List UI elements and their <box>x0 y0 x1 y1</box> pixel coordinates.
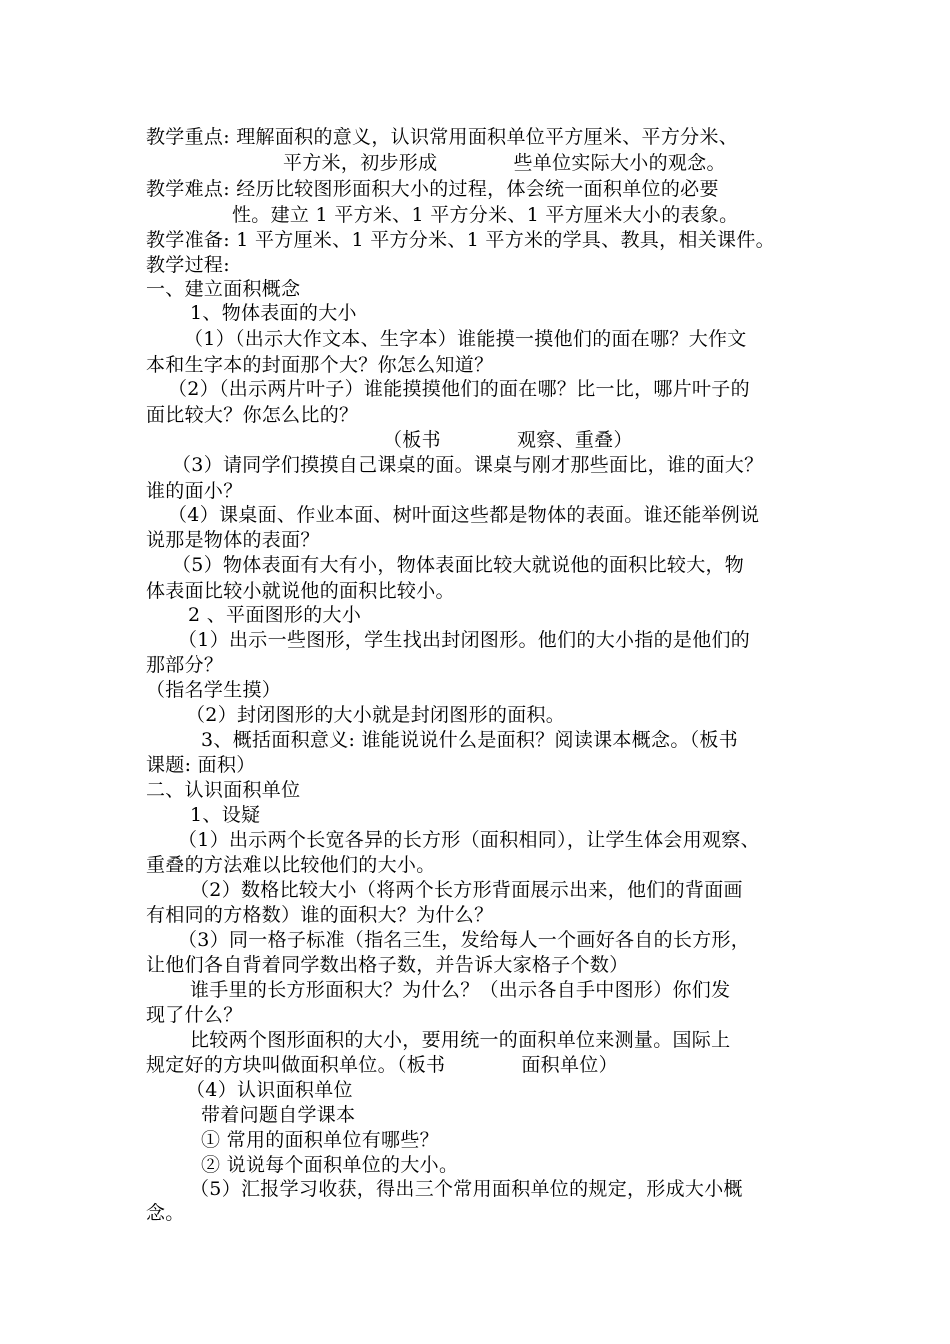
paragraph-line: （2）（出示两片叶子）谁能摸摸他们的面在哪？比一比，哪片叶子的 <box>168 378 750 400</box>
paragraph-line: 本和生字本的封面那个大？你怎么知道？ <box>146 354 494 376</box>
paragraph-line: 念。 <box>146 1202 185 1224</box>
section-2-heading: 二、认识面积单位 <box>146 779 301 801</box>
paragraph-line: 面比较大？你怎么比的？ <box>146 404 359 426</box>
paragraph-line: （5）汇报学习收获，得出三个常用面积单位的规定，形成大小概 <box>190 1178 743 1200</box>
key-point-line-1: 教学重点: 理解面积的意义，认识常用面积单位平方厘米、平方分米、 <box>146 126 739 148</box>
subsection-1-heading: 1、物体表面的大小 <box>190 302 357 324</box>
section-1-heading: 一、建立面积概念 <box>146 278 301 300</box>
paragraph-line: （2）数格比较大小（将两个长方形背面展示出来，他们的背面画 <box>190 879 743 901</box>
paragraph-line: （1）出示一些图形，学生找出封闭图形。他们的大小指的是他们的 <box>178 629 751 651</box>
difficulty-line-2: 性。建立 1 平方米、1 平方分米、1 平方厘米大小的表象。 <box>232 204 739 226</box>
paragraph-line: 带着问题自学课本 <box>201 1104 356 1126</box>
key-point-line-2: 平方米，初步形成 些单位实际大小的观念。 <box>283 152 726 174</box>
paragraph-line: 谁的面小？ <box>146 480 243 502</box>
list-item: ② 说说每个面积单位的大小。 <box>201 1154 459 1176</box>
subsection-2-heading: 2 、平面图形的大小 <box>188 604 362 626</box>
paragraph-line: 有相同的方格数）谁的面积大？为什么？ <box>146 904 494 926</box>
paragraph-line: 让他们各自背着同学数出格子数，并告诉大家格子个数） <box>146 954 629 976</box>
paragraph-line: （4）认识面积单位 <box>186 1079 353 1101</box>
paragraph-line: 谁手里的长方形面积大？为什么？（出示各自手中图形）你们发 <box>190 979 731 1001</box>
paragraph-line: 说那是物体的表面？ <box>146 529 320 551</box>
paragraph-line: 那部分？ <box>146 654 224 676</box>
paragraph-line: （1）出示两个长宽各异的长方形（面积相同），让学生体会用观察、 <box>178 829 760 851</box>
board-note-line: （板书 观察、重叠） <box>383 429 633 451</box>
paragraph-line: 现了什么？ <box>146 1004 243 1026</box>
paragraph-line: 课题: 面积） <box>146 754 256 776</box>
paragraph-line: （2）封闭图形的大小就是封闭图形的面积。 <box>186 704 566 726</box>
difficulty-line-1: 教学难点: 经历比较图形面积大小的过程，体会统一面积单位的必要 <box>146 178 719 200</box>
subsection-heading: 1、设疑 <box>190 804 261 826</box>
paragraph-line: （1）（出示大作文本、生字本）谁能摸一摸他们的面在哪？大作文 <box>184 328 747 350</box>
paragraph-line: （5）物体表面有大有小，物体表面比较大就说他的面积比较大，物 <box>172 554 745 576</box>
paragraph-line: 重叠的方法难以比较他们的大小。 <box>146 854 436 876</box>
list-item: ① 常用的面积单位有哪些？ <box>201 1129 439 1151</box>
paragraph-line: （4）课桌面、作业本面、树叶面这些都是物体的表面。谁还能举例说 <box>168 504 760 526</box>
paragraph-line: 规定好的方块叫做面积单位。（板书 面积单位） <box>146 1054 618 1076</box>
paragraph-line: （3）请同学们摸摸自己课桌的面。课桌与刚才那些面比，谁的面大？ <box>172 454 764 476</box>
paragraph-line: 3、概括面积意义: 谁能说说什么是面积？阅读课本概念。（板书 <box>201 729 739 751</box>
process-heading: 教学过程: <box>146 254 230 276</box>
paragraph-line: （指名学生摸） <box>146 679 282 701</box>
paragraph-line: 体表面比较小就说他的面积比较小。 <box>146 580 455 602</box>
preparation-line: 教学准备: 1 平方厘米、1 平方分米、1 平方米的学具、教具，相关课件。 <box>146 229 775 251</box>
paragraph-line: （3）同一格子标准（指名三生，发给每人一个画好各自的长方形， <box>178 929 751 951</box>
paragraph-line: 比较两个图形面积的大小，要用统一的面积单位来测量。国际上 <box>190 1029 731 1051</box>
